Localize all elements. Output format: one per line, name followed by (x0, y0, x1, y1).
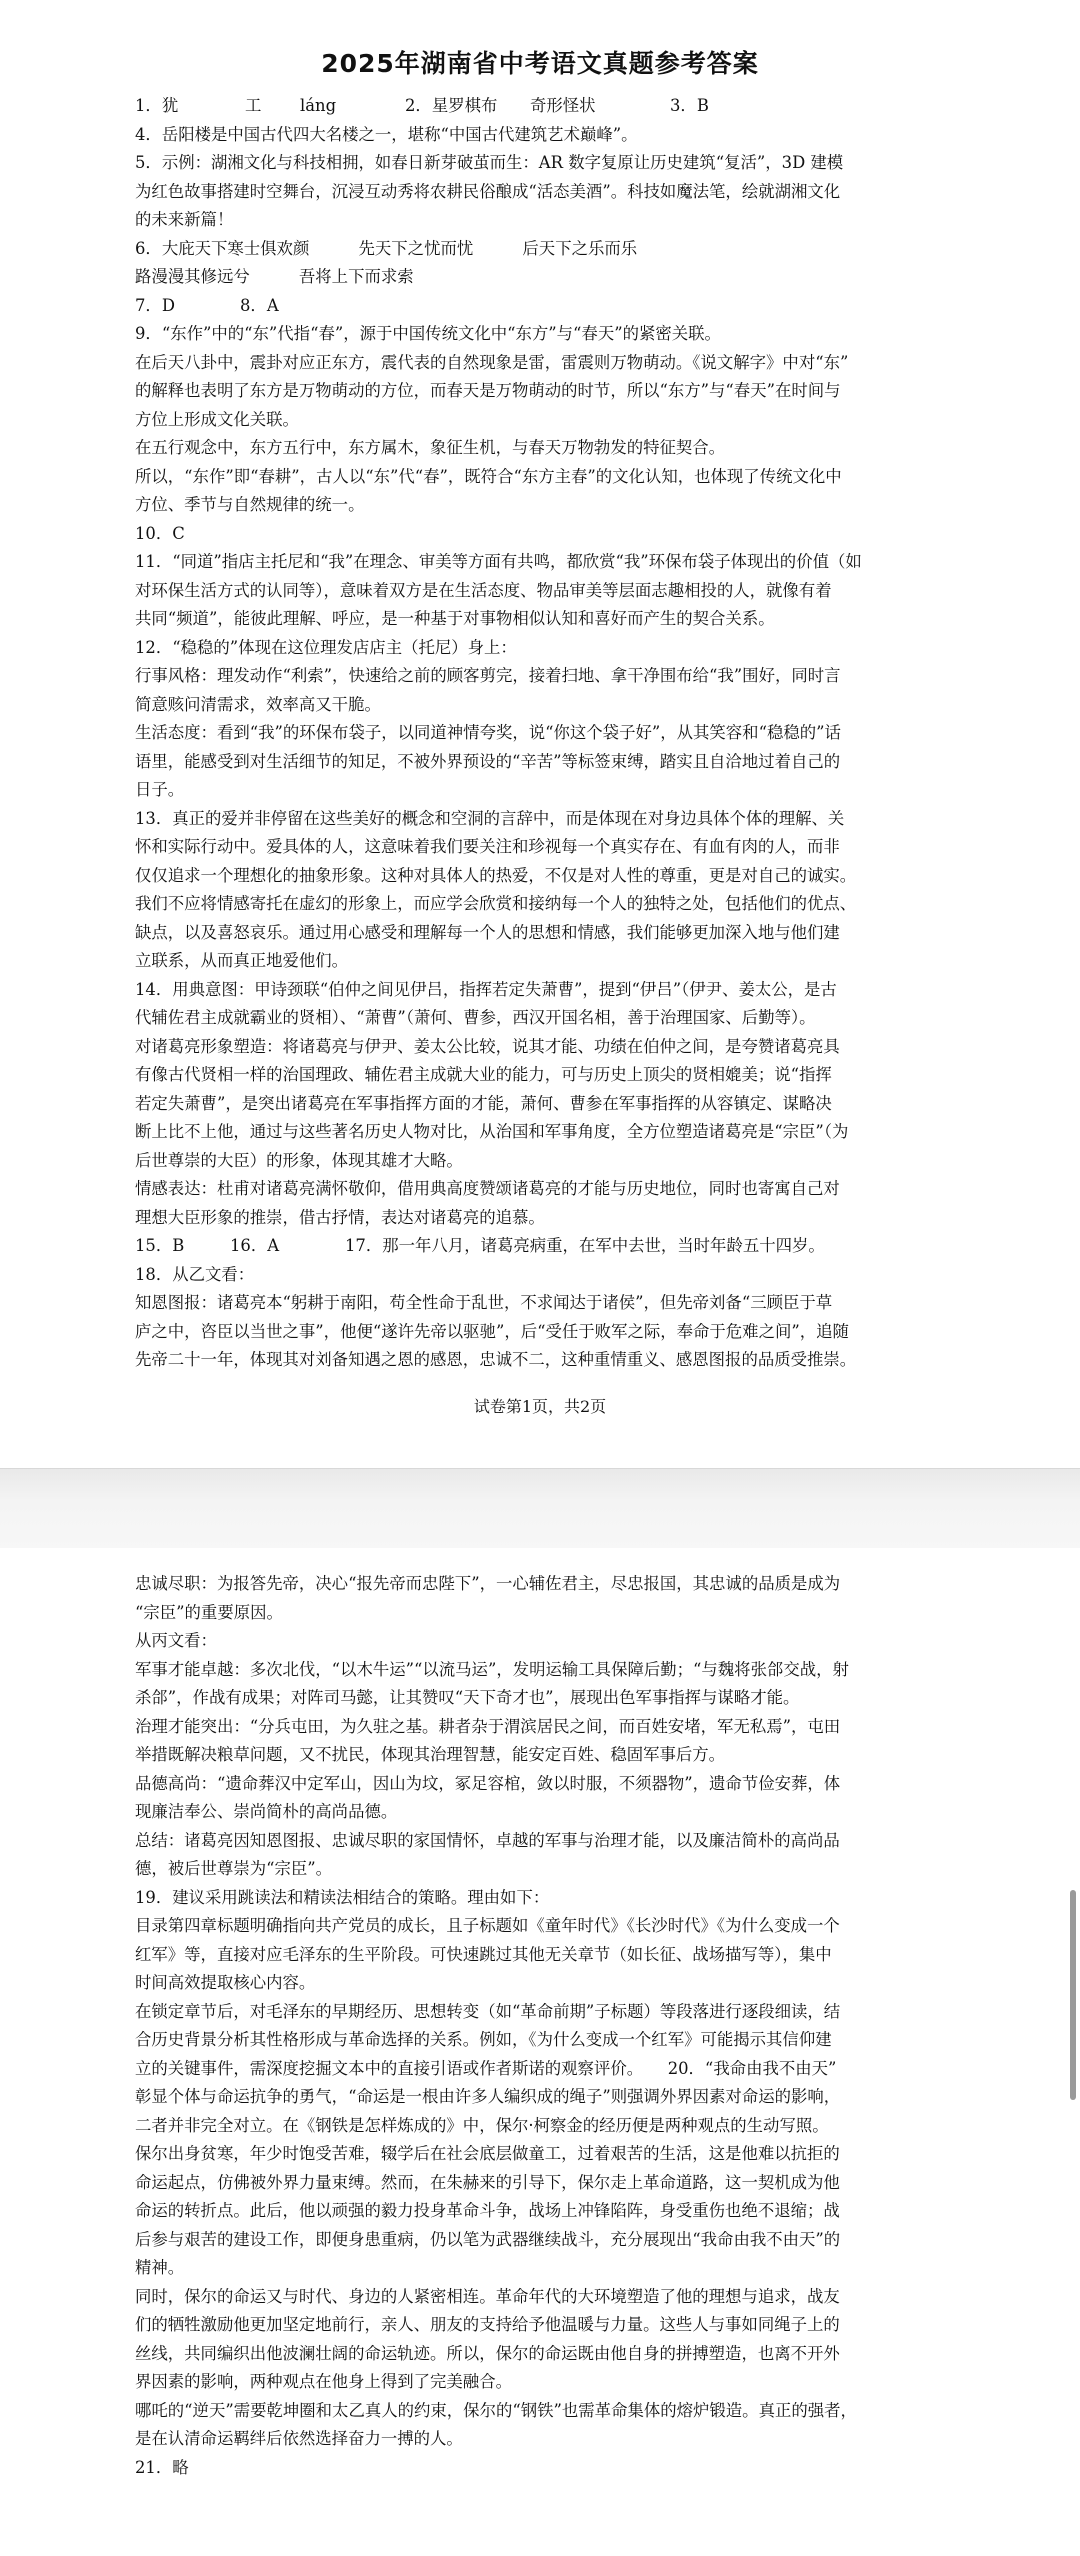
vertical-scrollbar[interactable] (1070, 1890, 1076, 2100)
answers-1-3 (135, 92, 955, 121)
text-line: 5．示例：湖湘文化与科技相拥，如春日新芽破茧而生：AR 数字复原让历史建筑“复活”，3D 建模 (135, 153, 844, 172)
text-line: 在后天八卦中，震卦对应正东方，震代表的自然现象是雷，雷震则万物萌动。《说文解字》中对“东” (135, 352, 849, 372)
text-line: 丝线，共同编织出他波澜壮阔的命运轨迹。所以，保尔的命运既由他自身的拼搏塑造，也离不开外 (135, 2343, 840, 2363)
answer-1-word-2: 工 (245, 96, 262, 115)
text-line: 总结：诸葛亮因知恩图报、忠诚尽职的家国情怀，卓越的军事与治理才能，以及廉洁简朴的高尚品 (135, 1830, 840, 1850)
answers-15-17 (135, 1232, 955, 1261)
answer-7: 7．D (135, 295, 175, 315)
text-line: 断上比不上他，通过与这些著名历史人物对比，从治国和军事角度，全方位塑造诸葛亮是“宗臣”（为 (135, 1122, 849, 1141)
text-line: 先帝二十一年，体现其对刘备知遇之恩的感恩，忠诚不二，这种重情重义、感恩图报的品质受推崇。 (135, 1350, 857, 1369)
text-line: 13．真正的爱并非停留在这些美好的概念和空洞的言辞中，而是体现在对身边具体个体的理解、关 (135, 808, 845, 828)
text-line: 10．C (135, 523, 185, 543)
text-line: 从丙文看： (135, 1631, 217, 1650)
text-line: 若定失萧曹”，是突出诸葛亮在军事指挥方面的才能，萧何、曹参在军事指挥的从容镇定、谋略决 (135, 1093, 832, 1113)
text-line: 在锁定章节后，对毛泽东的早期经历、思想转变（如“革命前期”子标题）等段落进行逐段细读，结 (135, 2001, 841, 2021)
answer-16: 16．A (230, 1236, 280, 1255)
text-line: 治理才能突出：“分兵屯田，为久驻之基。耕者杂于渭滨居民之间，而百姓安堵，军无私焉”，屯田 (135, 1716, 841, 1736)
text-line: 6．大庇天下寒士俱欢颜 先天下之忧而忧 后天下之乐而乐 (135, 238, 638, 258)
text-line: 后世尊崇的大臣）的形象，体现其雄才大略。 (135, 1150, 463, 1170)
answer-2-word-2: 奇形怪状 (530, 96, 596, 115)
answers-7-8 (135, 292, 955, 321)
text-line: 品德高尚：“遗命葬汉中定军山，因山为坟，冢足容棺，敛以时服，不须器物”，遗命节俭安葬，体 (135, 1773, 841, 1793)
page-1-body (135, 92, 955, 1375)
text-line: 后参与艰苦的建设工作，即便身患重病，仍以笔为武器继续战斗，充分展现出“我命由我不由天”的 (135, 2229, 841, 2249)
text-line: 仅仅追求一个理想化的抽象形象。这种对具体人的热爱，不仅是对人性的尊重，更是对自己的诚实。 (135, 865, 857, 885)
text-line: 11．“同道”指店主托尼和“我”在理念、审美等方面有共鸣，都欣赏“我”环保布袋子体现出的价值（如 (135, 552, 862, 571)
text-line: 同时，保尔的命运又与时代、身边的人紧密相连。革命年代的大环境塑造了他的理想与追求，战友 (135, 2286, 840, 2306)
text-line: 精神。 (135, 2258, 185, 2277)
text-line: 缺点，以及喜怒哀乐。通过用心感受和理解每一个人的思想和情感，我们能够更加深入地与他们建 (135, 922, 840, 942)
text-line: 日子。 (135, 780, 185, 799)
text-line: 的未来新篇！ (135, 210, 234, 229)
answer-page-2 (0, 1548, 1080, 2556)
text-line: 举措既解决粮草问题，又不扰民，体现其治理智慧，能安定百姓、稳固军事后方。 (135, 1745, 726, 1764)
text-line: 对环保生活方式的认同等），意味着双方是在生活态度、物品审美等层面志趣相投的人，就像有着 (135, 580, 832, 600)
text-line: 怀和实际行动中。爱具体的人，这意味着我们要关注和珍视每一个真实存在、有血有肉的人，而非 (135, 837, 840, 856)
text-line: 对诸葛亮形象塑造：将诸葛亮与伊尹、姜太公比较，说其才能、功绩在伯仲之间，是夸赞诸葛亮具 (135, 1036, 840, 1056)
page-gap (0, 1468, 1080, 1549)
text-line: 德，被后世尊崇为“宗臣”。 (135, 1859, 333, 1878)
text-line: 21．略 (135, 2457, 189, 2477)
text-line: 保尔出身贫寒，年少时饱受苦难，辍学后在社会底层做童工，过着艰苦的生活，这是他难以抗拒的 (135, 2144, 840, 2163)
text-line: 生活态度：看到“我”的环保布袋子，以同道神情夸奖，说“你这个袋子好”，从其笑容和“稳稳的”话 (135, 723, 841, 742)
text-line: 方位上形成文化关联。 (135, 409, 299, 429)
text-line: 4．岳阳楼是中国古代四大名楼之一，堪称“中国古代建筑艺术巅峰”。 (135, 124, 638, 144)
text-line: 目录第四章标题明确指向共产党员的成长，且子标题如《童年时代》《长沙时代》《为什么变成一个 (135, 1916, 840, 1935)
text-line: 忠诚尽职：为报答先帝，决心“报先帝而忠陛下”，一心辅佐君主，尽忠报国，其忠诚的品质是成为 (135, 1574, 841, 1593)
text-line: 的解释也表明了东方是万物萌动的方位，而春天是万物萌动的时节，所以“东方”与“春天”在时间与 (135, 381, 841, 400)
text-line: 12．“稳稳的”体现在这位理发店店主（托尼）身上： (135, 637, 517, 657)
text-line: 共同“频道”，能彼此理解、呼应，是一种基于对事物相似认知和喜好而产生的契合关系。 (135, 609, 775, 628)
text-line: 路漫漫其修远兮 吾将上下而求索 (135, 267, 414, 286)
text-line: 庐之中，咨臣以当世之事”，他便“遂许先帝以驱驰”，后“受任于败军之际，奉命于危难之间”，追随 (135, 1321, 849, 1341)
text-line: 杀郃”，作战有成果；对阵司马懿，让其赞叹“天下奇才也”，展现出色军事指挥与谋略才能。 (135, 1688, 800, 1707)
text-line: 18．从乙文看： (135, 1264, 255, 1284)
page-footer: 试卷第1页，共2页 (473, 1397, 607, 1416)
text-line: 代辅佐君主成就霸业的贤相）、“萧曹”（萧何、曹参，西汉开国名相，善于治理国家、后勤等）。 (135, 1008, 816, 1027)
text-line: 红军》等，直接对应毛泽东的生平阶段。可快速跳过其他无关章节（如长征、战场描写等），集中 (135, 1944, 832, 1964)
page-2-body (135, 1570, 955, 2482)
text-line: 命运的转折点。此后，他以顽强的毅力投身革命斗争，战场上冲锋陷阵，身受重伤也绝不退缩；战 (135, 2201, 840, 2220)
text-line: 现廉洁奉公、崇尚简朴的高尚品德。 (135, 1802, 398, 1821)
text-line: 界因素的影响，两种观点在他身上得到了完美融合。 (135, 2372, 512, 2391)
text-line: 有像古代贤相一样的治国理政、辅佐君主成就大业的能力，可与历史上顶尖的贤相媲美；说“指挥 (135, 1065, 832, 1084)
text-line: 时间高效提取核心内容。 (135, 1973, 316, 1992)
text-line: 立的关键事件，需深度挖掘文本中的直接引语或作者斯诺的观察评价。 20．“我命由我不由天” (135, 2058, 837, 2078)
text-line: 9．“东作”中的“东”代指“春”，源于中国传统文化中“东方”与“春天”的紧密关联。 (135, 324, 721, 343)
page-title: 2025年湖南省中考语文真题参考答案 (321, 49, 759, 78)
text-line: 我们不应将情感寄托在虚幻的形象上，而应学会欣赏和接纳每一个人的独特之处，包括他们的优点、 (135, 894, 857, 913)
text-line: 19．建议采用跳读法和精读法相结合的策略。理由如下： (135, 1887, 550, 1907)
text-line: 情感表达：杜甫对诸葛亮满怀敬仰，借用典高度赞颂诸葛亮的才能与历史地位，同时也寄寓自己对 (135, 1179, 840, 1198)
text-line: 理想大臣形象的推崇，借古抒情，表达对诸葛亮的追慕。 (135, 1207, 545, 1227)
text-line: 合历史背景分析其性格形成与革命选择的关系。例如，《为什么变成一个红军》可能揭示其信仰建 (135, 2030, 832, 2049)
text-line: 简意赅问清需求，效率高又干脆。 (135, 694, 381, 714)
text-line: 军事才能卓越：多次北伐，“以木牛运”“以流马运”，发明运输工具保障后勤；“与魏将张郃交战，射 (135, 1659, 849, 1679)
text-line: 命运起点，仿佛被外界力量束缚。然而，在朱赫来的引导下，保尔走上革命道路，这一契机成为他 (135, 2172, 840, 2192)
text-line: 立联系，从而真正地爱他们。 (135, 951, 349, 970)
answer-17: 17．那一年八月，诸葛亮病重，在军中去世，当时年龄五十四岁。 (345, 1236, 825, 1255)
text-line: 所以，“东作”即“春耕”，古人以“东”代“春”，既符合“东方主春”的文化认知，也体现了传统文化中 (135, 466, 842, 486)
text-line: 是在认清命运羁绊后依然选择奋力一搏的人。 (135, 2429, 463, 2448)
answer-15: 15．B (135, 1236, 185, 1255)
text-line: 为红色故事搭建时空舞台，沉浸互动秀将农耕民俗酿成“活态美酒”。科技如魔法笔，绘就湖湘文化 (135, 181, 841, 201)
text-line: 在五行观念中，东方五行中，东方属木，象征生机，与春天万物勃发的特征契合。 (135, 438, 726, 457)
answer-3: 3．B (670, 96, 709, 115)
text-line: 14．用典意图：甲诗颈联“伯仲之间见伊吕，指挥若定失萧曹”，提到“伊吕”（伊尹、姜太公，是古 (135, 979, 837, 999)
answer-8: 8．A (240, 295, 279, 315)
text-line: 们的牺牲激励他更加坚定地前行，亲人、朋友的支持给予他温暖与力量。这些人与事如同绳子上的 (135, 2315, 840, 2334)
answer-1: 1．犹 (135, 96, 179, 115)
answer-1-pinyin: láng (300, 96, 337, 115)
text-line: “宗臣”的重要原因。 (135, 1602, 283, 1622)
text-line: 知恩图报：诸葛亮本“躬耕于南阳，苟全性命于乱世，不求闻达于诸侯”，但先帝刘备“三顾臣于草 (135, 1293, 833, 1312)
text-line: 二者并非完全对立。在《钢铁是怎样炼成的》中，保尔·柯察金的经历便是两种观点的生动写照。 (135, 2115, 829, 2135)
text-line: 方位、季节与自然规律的统一。 (135, 495, 365, 514)
text-line: 行事风格：理发动作“利索”，快速给之前的顾客剪完，接着扫地、拿干净围布给“我”围好，同时言 (135, 666, 841, 685)
text-line: 语里，能感受到对生活细节的知足，不被外界预设的“辛苦”等标签束缚，踏实且自洽地过着自己的 (135, 751, 841, 771)
text-line: 彰显个体与命运抗争的勇气，“命运是一根由许多人编织成的绳子”则强调外界因素对命运的影响， (135, 2087, 841, 2106)
text-line: 哪吒的“逆天”需要乾坤圈和太乙真人的约束，保尔的“钢铁”也需革命集体的熔炉锻造。真正的强者， (135, 2400, 857, 2420)
answer-2: 2．星罗棋布 (405, 96, 498, 115)
